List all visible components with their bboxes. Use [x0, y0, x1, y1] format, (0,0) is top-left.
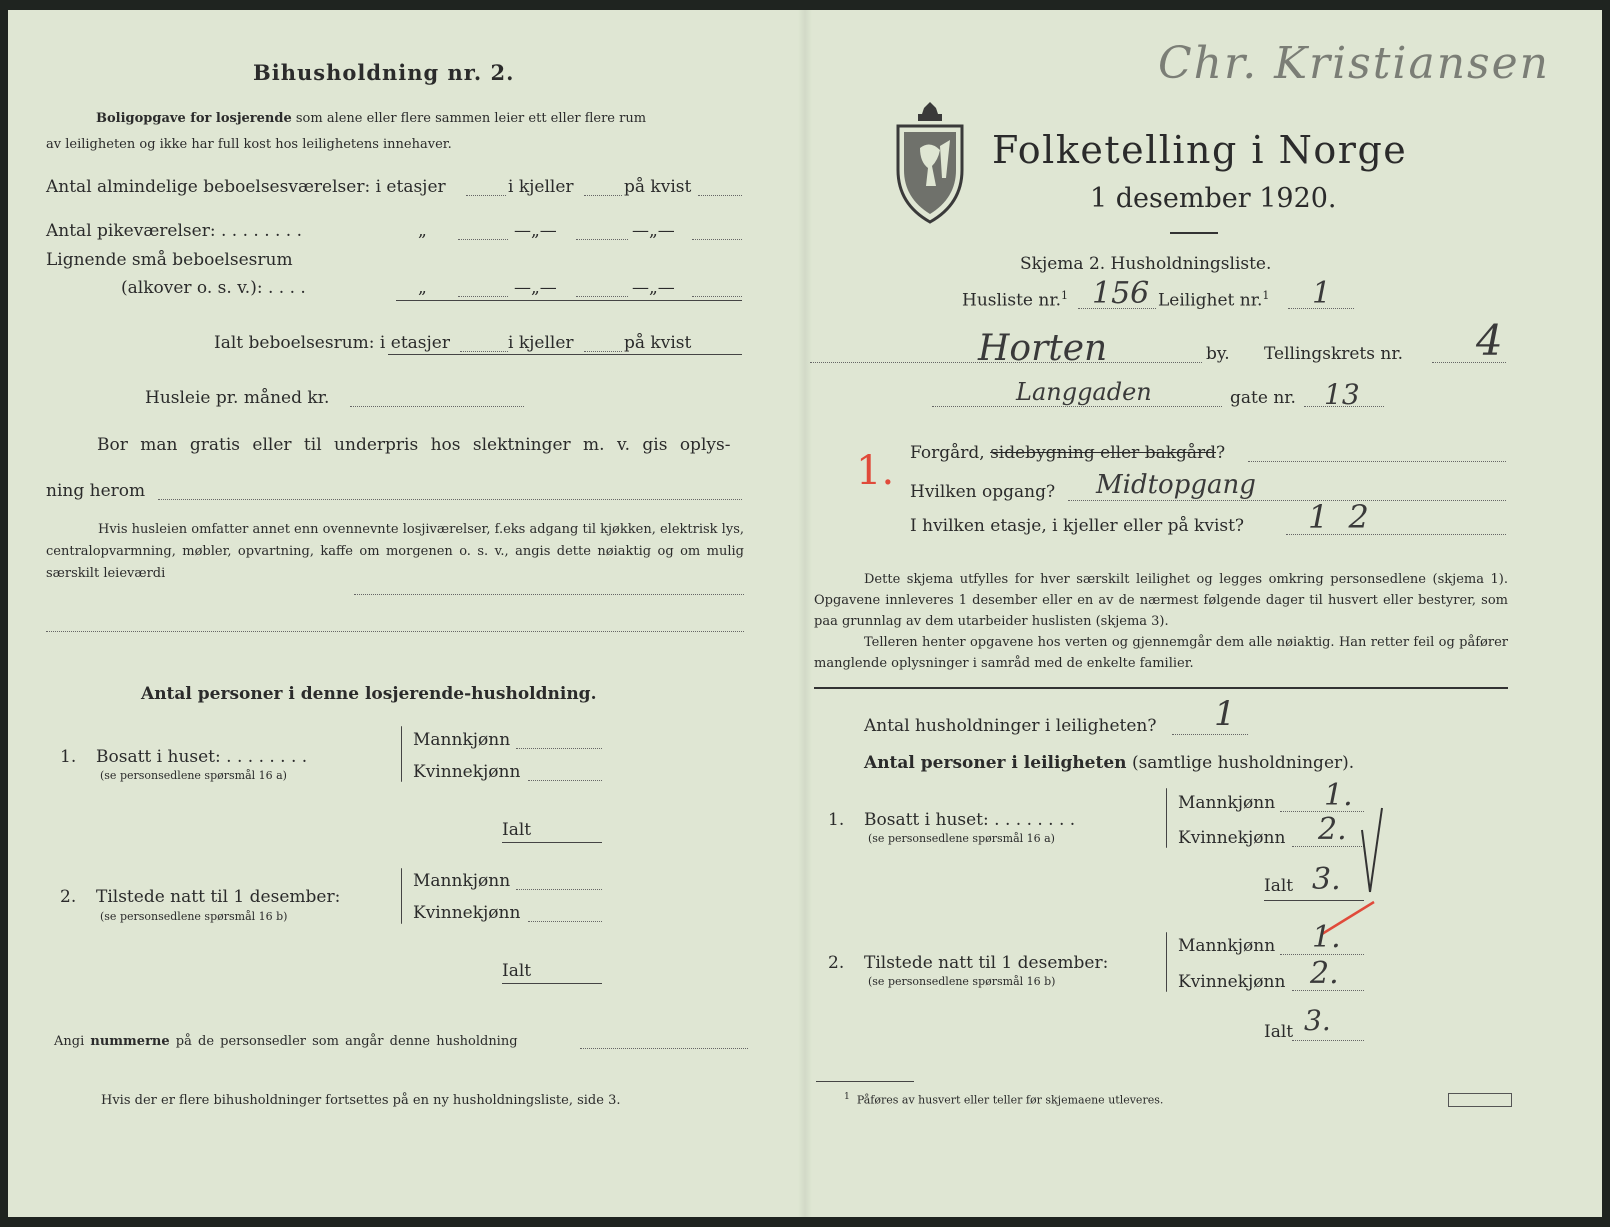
rooms-kjeller-field[interactable] — [584, 195, 622, 196]
rooms-kvist-label: på kvist — [624, 177, 692, 197]
right-q1-female-value: 2. — [1318, 812, 1347, 847]
right-q2-female-value: 2. — [1310, 956, 1339, 991]
footnote-rule — [816, 1081, 914, 1082]
right-q2-female-label: Kvinnekjønn — [1178, 972, 1286, 992]
small-kvist-field[interactable] — [692, 296, 742, 297]
title-divider — [1170, 232, 1218, 234]
numbers-line: Angi nummerne på de personsedler som angår denne husholdning — [54, 1034, 518, 1049]
rent-note-field-2[interactable] — [46, 631, 744, 632]
gate-label: gate nr. — [1230, 388, 1296, 408]
maid-kjeller-field[interactable] — [576, 239, 628, 240]
forgard-label: Forgård, sidebygning eller bakgård? — [910, 443, 1226, 463]
small-kjeller-field[interactable] — [576, 296, 628, 297]
page-fold — [798, 10, 812, 1217]
rent-label: Husleie pr. måned kr. — [145, 388, 330, 408]
left-q2-female-label: Kvinnekjønn — [413, 903, 521, 923]
maid-etasjer-field[interactable] — [458, 239, 508, 240]
sum-rule — [396, 300, 742, 301]
left-persons-heading: Antal personer i denne losjerende-husholdning. — [141, 684, 597, 704]
left-q2-total-label: Ialt — [502, 961, 532, 981]
right-q2-total-label: Ialt — [1264, 1022, 1294, 1042]
right-q1-male-label: Mannkjønn — [1178, 793, 1276, 813]
total-kjeller-field[interactable] — [584, 351, 622, 352]
households-label: Antal husholdninger i leiligheten? — [864, 716, 1157, 736]
rooms-kjeller-label: i kjeller — [508, 177, 574, 197]
small-rooms-sub: (alkover o. s. v.): . . . . — [121, 278, 306, 298]
krets-value: 4 — [1476, 316, 1503, 365]
ditto-mark: —„— — [514, 278, 557, 298]
right-q1-male-value: 1. — [1324, 778, 1353, 813]
ditto-mark: —„— — [514, 221, 557, 241]
coat-of-arms-icon — [892, 100, 968, 224]
left-q1-male-label: Mannkjønn — [413, 730, 511, 750]
opgang-label: Hvilken opgang? — [910, 482, 1056, 502]
right-q2-total-value: 3. — [1304, 1004, 1331, 1037]
husliste-value: 156 — [1092, 276, 1150, 311]
left-q2-label: Tilstede natt til 1 desember: — [96, 887, 341, 907]
right-q2-sub: (se personsedlene spørsmål 16 b) — [868, 975, 1056, 988]
left-q1-female-label: Kvinnekjønn — [413, 762, 521, 782]
total-kjeller-label: i kjeller — [508, 333, 574, 353]
right-q2-male-value: 1. — [1312, 920, 1341, 955]
left-q1-label: Bosatt i huset: . . . . . . . . — [96, 747, 308, 767]
right-q2-brace — [1166, 932, 1167, 992]
right-q2-num: 2. — [828, 953, 845, 973]
right-q1-total-label: Ialt — [1264, 876, 1294, 896]
ditto-mark: „ — [418, 221, 427, 241]
right-persons-heading: Antal personer i leiligheten (samtlige husholdninger). — [864, 753, 1355, 773]
right-q1-label: Bosatt i huset: . . . . . . . . — [864, 810, 1076, 830]
left-intro-line2: av leiligheten og ikke har full kost hos leilighetens innehaver. — [46, 137, 452, 152]
left-q2-total-field[interactable] — [502, 983, 602, 984]
handwritten-top: Chr. Kristiansen — [1158, 38, 1551, 89]
city-value: Horten — [978, 328, 1108, 369]
form-date: 1 desember 1920. — [1090, 183, 1337, 214]
etasje-value: 1 2 — [1308, 498, 1369, 536]
households-field[interactable] — [1172, 734, 1248, 735]
footnote: $^1$ Påføres av husvert eller teller før skjemaene utleveres. — [844, 1091, 1164, 1107]
left-q1-female-field[interactable] — [528, 780, 602, 781]
right-q1-female-label: Kvinnekjønn — [1178, 828, 1286, 848]
left-q1-num: 1. — [60, 747, 77, 767]
right-q2-total-field[interactable] — [1292, 1040, 1364, 1041]
rent-note-field[interactable] — [354, 594, 744, 595]
schema-label: Skjema 2. Husholdningsliste. — [1020, 254, 1272, 274]
maid-kvist-field[interactable] — [692, 239, 742, 240]
city-suffix: by. — [1206, 344, 1230, 364]
left-intro: Boligopgave for losjerende som alene eller flere sammen leier ett eller flere rum — [96, 111, 647, 126]
numbers-field[interactable] — [580, 1048, 748, 1049]
rooms-label: Antal almindelige beboelsesværelser: i etasjer — [46, 177, 446, 197]
margin-mark: 1. — [856, 448, 895, 494]
total-rooms-label: Ialt beboelsesrum: i etasjer — [214, 333, 450, 353]
instructions-1: Dette skjema utfylles for hver særskilt leilighet og legges omkring personsedlene (skjema 1). Opgavene innleveres 1 desember eller en av de nærmest følgende dager til husvert eller bestyrer, som paa grunnlag av dem utarbeider huslisten (skjema 3). — [814, 572, 1508, 629]
left-q1-brace — [401, 726, 402, 782]
krets-label: Tellingskrets nr. — [1264, 344, 1404, 364]
street-value: Langgaden — [1016, 378, 1152, 406]
husliste-label: Husliste nr.$^1$ — [962, 289, 1069, 311]
rent-field[interactable] — [350, 406, 524, 407]
leilighet-label: Leilighet nr.$^1$ — [1158, 289, 1270, 311]
households-value: 1 — [1214, 694, 1236, 734]
right-q1-total-value: 3. — [1312, 862, 1341, 897]
left-q1-male-field[interactable] — [516, 748, 602, 749]
free-rent-field[interactable] — [158, 499, 742, 500]
etasje-label: I hvilken etasje, i kjeller eller på kvist? — [910, 516, 1245, 536]
census-form-sheet — [8, 10, 1602, 1217]
right-q2-male-label: Mannkjønn — [1178, 936, 1276, 956]
forgard-field[interactable] — [1248, 461, 1506, 462]
gate-value: 13 — [1324, 378, 1360, 411]
right-q1-num: 1. — [828, 810, 845, 830]
left-q2-brace — [401, 868, 402, 924]
left-q1-total-label: Ialt — [502, 820, 532, 840]
right-q2-label: Tilstede natt til 1 desember: — [864, 953, 1109, 973]
free-rent-line2: ning herom — [46, 481, 146, 501]
ditto-mark: —„— — [632, 221, 675, 241]
printer-stamp — [1448, 1093, 1512, 1107]
small-rooms-label: Lignende små beboelsesrum — [46, 250, 293, 270]
left-q1-sub: (se personsedlene spørsmål 16 a) — [100, 769, 287, 782]
small-etasjer-field[interactable] — [458, 296, 508, 297]
left-q2-sub: (se personsedlene spørsmål 16 b) — [100, 910, 288, 923]
total-etasjer-field[interactable] — [460, 351, 508, 352]
left-footer: Hvis der er flere bihusholdninger fortsettes på en ny husholdningsliste, side 3. — [101, 1093, 621, 1108]
street-field[interactable] — [932, 406, 1222, 407]
ditto-mark: —„— — [632, 278, 675, 298]
form-title: Folketelling i Norge — [992, 128, 1408, 172]
right-q1-sub: (se personsedlene spørsmål 16 a) — [868, 832, 1055, 845]
opgang-value: Midtopgang — [1096, 470, 1256, 500]
opgang-field[interactable] — [1068, 500, 1506, 501]
rooms-kvist-field[interactable] — [698, 195, 742, 196]
left-q2-num: 2. — [60, 887, 77, 907]
total-rule — [388, 354, 742, 355]
instructions-divider — [814, 687, 1508, 689]
ditto-mark: „ — [418, 278, 427, 298]
rent-note: Hvis husleien omfatter annet enn ovennevnte losjiværelser, f.eks adgang til kjøkken, elektrisk lys, centralopvarmning, møbler, opvartning, kaffe om morgenen o. s. v., angis dette nøiaktig og om mulig særskilt leieværdi — [46, 522, 744, 581]
maid-rooms-label: Antal pikeværelser: . . . . . . . . — [46, 221, 303, 241]
instructions-2: Telleren henter opgavene hos verten og gjennemgår dem alle nøiaktig. Han retter feil og påfører manglende oplysninger i samråd med de enkelte familier. — [814, 635, 1508, 671]
free-rent-line1: Bor man gratis eller til underpris hos slektninger m. v. gis oplys- — [97, 435, 731, 455]
right-q1-brace — [1166, 788, 1167, 848]
total-kvist-label: på kvist — [624, 333, 692, 353]
left-q2-female-field[interactable] — [528, 921, 602, 922]
left-title: Bihusholdning nr. 2. — [253, 60, 515, 85]
left-q2-male-label: Mannkjønn — [413, 871, 511, 891]
leilighet-value: 1 — [1312, 276, 1332, 311]
left-q2-male-field[interactable] — [516, 889, 602, 890]
left-q1-total-field[interactable] — [502, 842, 602, 843]
rooms-etasjer-field[interactable] — [466, 195, 506, 196]
